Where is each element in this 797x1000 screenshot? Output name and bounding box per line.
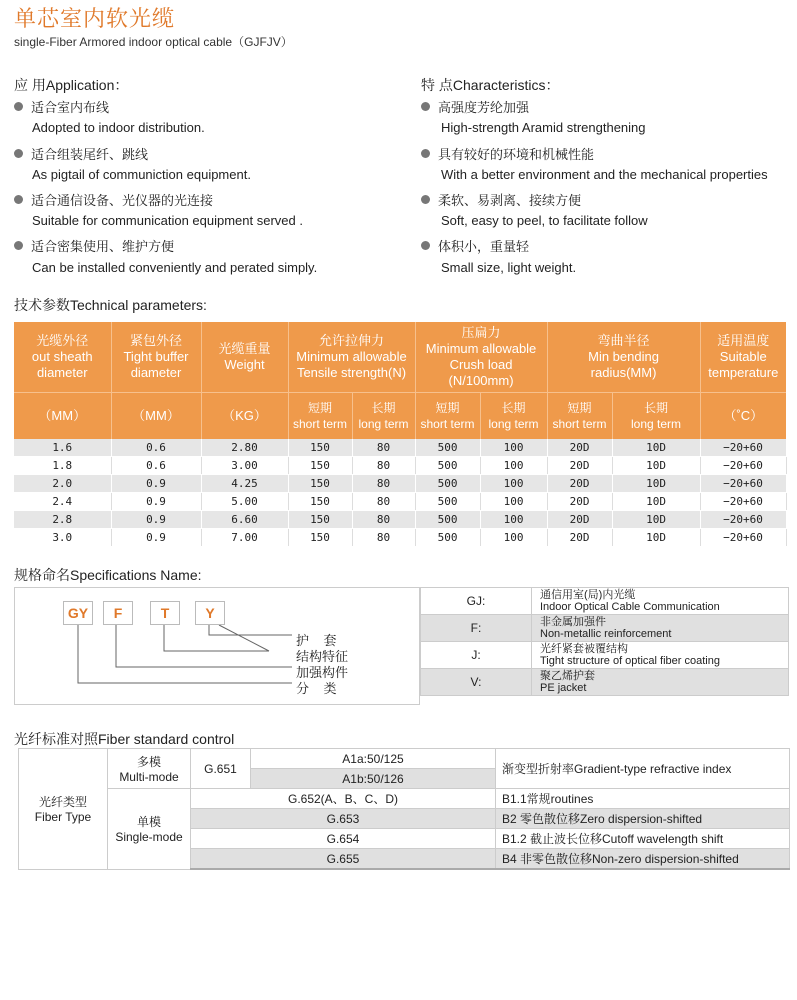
fiber-desc-cell: B2 零色散位移Zero dispersion-shifted <box>496 809 790 829</box>
single-mode-cell: 单模 Single-mode <box>108 789 191 870</box>
cl-short-term: 短期 short term <box>415 393 480 440</box>
tech-cell: 10D <box>612 529 700 547</box>
fiber-g-cell: G.652(A、B、C、D) <box>191 789 496 809</box>
bullet-icon <box>421 102 430 111</box>
tech-cell: 2.8 <box>14 511 111 529</box>
tech-cell: 6.60 <box>201 511 288 529</box>
fiber-g-cell: G.653 <box>191 809 496 829</box>
tech-cell: 2.80 <box>201 439 288 457</box>
code-gy: GY <box>63 601 93 625</box>
tech-data-row <box>14 475 786 493</box>
application-item-3: 适合通信设备、光仪器的光连接 <box>14 190 213 209</box>
characteristics-item-2: 具有较好的环境和机械性能 <box>421 144 594 163</box>
bullet-icon <box>421 195 430 204</box>
code-f: F <box>103 601 133 625</box>
tech-cell: 1.8 <box>14 457 111 475</box>
tech-cell: 80 <box>352 439 415 457</box>
tech-cell: 20D <box>547 511 612 529</box>
spec-key: F: <box>421 615 532 642</box>
bullet-icon <box>421 241 430 250</box>
application-item-2-en: As pigtail of communiction equipment. <box>32 167 251 182</box>
spec-row <box>421 669 789 696</box>
tech-data-row <box>14 529 786 547</box>
col-weight: 光缆重量 Weight <box>201 322 288 393</box>
tech-cell: 20D <box>547 475 612 493</box>
tech-cell: 150 <box>288 493 352 511</box>
tech-data-row <box>14 493 786 511</box>
spec-row <box>421 588 789 615</box>
spec-code-table <box>420 587 789 696</box>
tech-cell: −20+60 <box>700 439 786 457</box>
line-t <box>164 625 269 651</box>
tech-cell: 1.6 <box>14 439 111 457</box>
br-long-term: 长期 long term <box>612 393 700 440</box>
spec-value: 通信用室(局)内光缆 Indoor Optical Cable Communication <box>532 588 789 615</box>
tech-cell: 500 <box>415 493 480 511</box>
tech-cell: 100 <box>480 475 547 493</box>
multi-mode-cell: 多模 Multi-mode <box>108 749 191 789</box>
spec-value: 光纤紧套被覆结构 Tight structure of optical fiber coating <box>532 642 789 669</box>
characteristics-item-4: 体积小，重量轻 <box>421 236 529 255</box>
characteristics-item-1: 高强度芳纶加强 <box>421 97 529 116</box>
tech-cell: 0.6 <box>111 439 201 457</box>
spec-label-class: 分 类 <box>296 681 337 696</box>
characteristics-item-1-en: High-strength Aramid strengthening <box>441 120 646 135</box>
bullet-icon <box>14 195 23 204</box>
tech-subheader-row <box>14 393 786 440</box>
unit-tb: （MM） <box>111 393 201 440</box>
g651-cell: G.651 <box>191 749 251 789</box>
spec-heading: 规格命名Specifications Name: <box>14 567 202 583</box>
tech-cell: 500 <box>415 439 480 457</box>
col-crush-load: 压扁力 Minimum allowable Crush load (N/100mm) <box>415 322 547 393</box>
line-f <box>116 625 292 667</box>
characteristics-item-4-en: Small size, light weight. <box>441 260 577 275</box>
spec-label-structure: 结构特征 <box>296 649 349 664</box>
fiber-type-cell: 光纤类型 Fiber Type <box>19 749 108 870</box>
code-y: Y <box>195 601 225 625</box>
tech-cell: 100 <box>480 457 547 475</box>
tech-cell: 0.9 <box>111 511 201 529</box>
unit-od: （MM） <box>14 393 111 440</box>
tech-cell: 80 <box>352 529 415 547</box>
tech-cell: 100 <box>480 439 547 457</box>
tech-data-row <box>14 457 786 475</box>
tech-cell: 4.25 <box>201 475 288 493</box>
line-y-diag <box>219 625 269 651</box>
characteristics-heading: 特 点Characteristics： <box>421 77 560 93</box>
tech-header-row <box>14 322 786 393</box>
tech-data-row <box>14 511 786 529</box>
tech-cell: 80 <box>352 493 415 511</box>
page-subtitle: single-Fiber Armored indoor optical cable（GJFJV） <box>14 35 293 49</box>
tech-cell: 10D <box>612 493 700 511</box>
tech-cell: 100 <box>480 511 547 529</box>
tech-cell: 80 <box>352 475 415 493</box>
tech-cell: 150 <box>288 475 352 493</box>
tech-parameters-table <box>14 322 787 547</box>
characteristics-item-2-en: With a better environment and the mechanical properties <box>441 167 768 182</box>
col-tight-buffer: 紧包外径 Tight buffer diameter <box>111 322 201 393</box>
tech-cell: 20D <box>547 457 612 475</box>
br-short-term: 短期 short term <box>547 393 612 440</box>
spec-row <box>421 642 789 669</box>
spec-label-strength: 加强构件 <box>296 665 349 680</box>
characteristics-item-3: 柔软、易剥离、接续方便 <box>421 190 581 209</box>
application-item-3-en: Suitable for communication equipment served . <box>32 213 303 228</box>
tech-cell: 100 <box>480 529 547 547</box>
unit-wt: （KG） <box>201 393 288 440</box>
application-item-2: 适合组装尾纤、跳线 <box>14 144 148 163</box>
fiber-g-cell: G.655 <box>191 849 496 870</box>
col-temperature: 适用温度 Suitable temperature <box>700 322 786 393</box>
fiber-desc-cell: B1.2 截止波长位移Cutoff wavelength shift <box>496 829 790 849</box>
tech-cell: 20D <box>547 439 612 457</box>
tech-cell: 20D <box>547 493 612 511</box>
tech-cell: −20+60 <box>700 529 786 547</box>
fiber-desc-cell: B4 非零色散位移Non-zero dispersion-shifted <box>496 849 790 870</box>
bullet-icon <box>421 149 430 158</box>
fiber-desc-cell: B1.1常规routines <box>496 789 790 809</box>
bullet-icon <box>14 149 23 158</box>
tech-cell: 2.0 <box>14 475 111 493</box>
tech-cell: 150 <box>288 457 352 475</box>
tech-cell: −20+60 <box>700 475 786 493</box>
tech-cell: 2.4 <box>14 493 111 511</box>
tech-cell: 10D <box>612 439 700 457</box>
characteristics-item-3-en: Soft, easy to peel, to facilitate follow <box>441 213 648 228</box>
tech-cell: 500 <box>415 457 480 475</box>
col-tensile-strength: 允许拉伸力 Minimum allowable Tensile strength(N) <box>288 322 415 393</box>
col-bending-radius: 弯曲半径 Min bending radius(MM) <box>547 322 700 393</box>
tech-cell: 150 <box>288 439 352 457</box>
spec-value: 聚乙烯护套 PE jacket <box>532 669 789 696</box>
fiber-row <box>19 789 790 809</box>
page-title: 单芯室内软光缆 <box>14 6 176 31</box>
fiber-standard-table <box>18 748 790 870</box>
bullet-icon <box>14 241 23 250</box>
tech-cell: 7.00 <box>201 529 288 547</box>
tech-cell: 10D <box>612 457 700 475</box>
line-gy <box>78 625 292 683</box>
application-item-4: 适合密集使用、维护方便 <box>14 236 174 255</box>
tech-cell: 0.6 <box>111 457 201 475</box>
spec-key: J: <box>421 642 532 669</box>
spec-key: GJ: <box>421 588 532 615</box>
spec-value: 非金属加强件 Non-metallic reinforcement <box>532 615 789 642</box>
tech-cell: 150 <box>288 529 352 547</box>
tech-cell: −20+60 <box>700 511 786 529</box>
tech-cell: 0.9 <box>111 529 201 547</box>
spec-label-jacket: 护 套 <box>296 633 337 648</box>
tech-cell: −20+60 <box>700 493 786 511</box>
tech-cell: 3.0 <box>14 529 111 547</box>
application-item-1: 适合室内布线 <box>14 97 109 116</box>
tech-cell: 0.9 <box>111 493 201 511</box>
col-outer-diameter: 光缆外径 out sheath diameter <box>14 322 111 393</box>
fiber-heading: 光纤标准对照Fiber standard control <box>14 731 235 747</box>
tech-cell: 10D <box>612 511 700 529</box>
tech-cell: −20+60 <box>700 457 786 475</box>
spec-key: V: <box>421 669 532 696</box>
a1b-cell: A1b:50/126 <box>251 769 496 789</box>
application-heading: 应 用Application： <box>14 77 129 93</box>
a1a-cell: A1a:50/125 <box>251 749 496 769</box>
application-item-1-en: Adopted to indoor distribution. <box>32 120 205 135</box>
gradient-cell: 渐变型折射率Gradient-type refractive index <box>496 749 790 789</box>
tech-cell: 10D <box>612 475 700 493</box>
code-t: T <box>150 601 180 625</box>
ts-long-term: 长期 long term <box>352 393 415 440</box>
bullet-icon <box>14 102 23 111</box>
tech-cell: 3.00 <box>201 457 288 475</box>
tech-cell: 100 <box>480 493 547 511</box>
tech-cell: 80 <box>352 457 415 475</box>
tech-cell: 500 <box>415 529 480 547</box>
tech-cell: 150 <box>288 511 352 529</box>
tech-cell: 0.9 <box>111 475 201 493</box>
tech-cell: 500 <box>415 511 480 529</box>
fiber-row <box>19 749 790 769</box>
spec-row <box>421 615 789 642</box>
tech-data-row <box>14 439 786 457</box>
tech-heading: 技术参数Technical parameters: <box>14 297 207 313</box>
application-item-4-en: Can be installed conveniently and perated simply. <box>32 260 318 275</box>
tech-cell: 80 <box>352 511 415 529</box>
unit-tp: （˚C） <box>700 393 786 440</box>
tech-cell: 500 <box>415 475 480 493</box>
ts-short-term: 短期 short term <box>288 393 352 440</box>
tech-cell: 20D <box>547 529 612 547</box>
cl-long-term: 长期 long term <box>480 393 547 440</box>
fiber-g-cell: G.654 <box>191 829 496 849</box>
tech-cell: 5.00 <box>201 493 288 511</box>
